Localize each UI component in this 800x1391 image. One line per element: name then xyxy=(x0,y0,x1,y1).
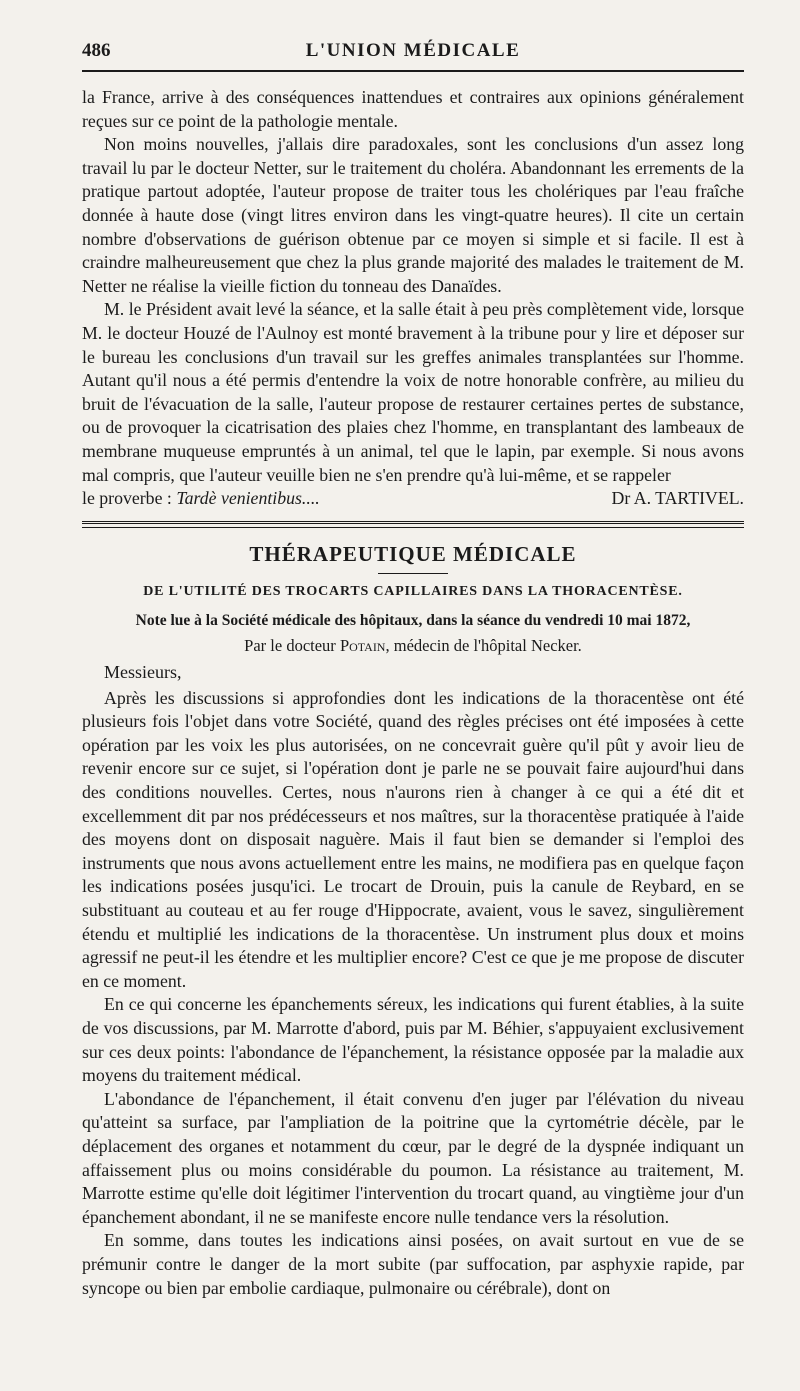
article-paragraph: En ce qui concerne les épanchements séreux, les indications qui furent établies, à la suite de vos discussions, par M. Marrotte d'abord, puis par M. Béhier, s'appuyaient exclusivement sur ces deux points: l'abondance de l'épanchement, la résistance opposée par la maladie aux moyens du traitement médical. xyxy=(82,994,744,1086)
article-paragraph: Après les discussions si approfondies dont les indications de la thoracentèse ont été plusieurs fois l'objet dans votre Société, quand des règles précises ont été imposées à cette opération par les voix les plus autorisées, on ne concevrait guère qu'il pût y avoir lieu de revenir encore sur ce sujet, si l'opération dont je parle ne se pouvait faire aujourd'hui dans des conditions nouvelles. Certes, nous n'aurons rien à changer à ce qui a été dit et excellemment dit par nos prédécesseurs et nos maîtres, sur la thoracentèse pratiquée à l'aide des moyens dont on disposait naguère. Mais il faut bien se demander si l'emploi des instruments que nous avons actuellement entre les mains, ne modifiera pas en quelque façon les indications posées jusqu'ici. Le trocart de Drouin, puis la canule de Reybard, en se substituant au couteau et au fer rouge d'Hippocrate, avaient, vous le savez, singulièrement étendu et multiplié les indications de la thoracentèse. Un instrument plus doux et moins agressif ne peut-il les étendre et les multiplier encore? C'est ce que je me propose de discuter en ce moment. xyxy=(82,687,744,991)
intro-paragraph: M. le Président avait levé la séance, et la salle était à peu près complètement vide, lorsque M. le docteur Houzé de l'Aulnoy est monté bravement à la tribune pour y lire et déposer sur le bureau les conclusions d'un travail sur les greffes animales transplantées sur l'homme. Autant qu'il nous a été permis d'entendre la voix de notre honorable confrère, au milieu du bruit de l'évacuation de la salle, l'auteur propose de restaurer certaines pertes de substance, ou de provoquer la cicatrisation des plaies chez l'homme, en transplantant des lambeaux de membrane muqueuse empruntés à un animal, tel que le lapin, par exemple. Si nous avons mal compris, que l'auteur veuille bien ne s'en prendre qu'à lui-même, et se rappeler xyxy=(82,299,744,485)
proverb xyxy=(82,487,320,511)
author-name: Potain xyxy=(339,635,386,655)
salutation: Messieurs, xyxy=(104,661,182,682)
page-number: 486 xyxy=(82,40,111,61)
intro-paragraph: la France, arrive à des conséquences inattendues et contraires aux opinions généralement reçues sur ce point de la pathologie mentale. xyxy=(82,87,744,131)
article-text xyxy=(82,687,744,1300)
article-paragraph: L'abondance de l'épanchement, il était convenu d'en juger par l'élévation du niveau qu'atteint sa surface, par l'ampliation de la poitrine que la cyrtométrie décèle, par le déplacement des organes et notamment du cœur, par le degré de la dyspnée indiquant un affaissement plus ou moins considérable du poumon. La résistance au traitement, M. Marrotte estime qu'elle doit légitimer l'intervention du trocart quand, au vingtième jour d'un épanchement abondant, il ne se manifeste encore nulle tendance vers la résolution. xyxy=(82,1088,744,1227)
intro-paragraph: Non moins nouvelles, j'allais dire paradoxales, sont les conclusions d'un assez long travail lu par le docteur Netter, sur le traitement du choléra. Abandonnant les errements de la pratique partout adoptée, l'auteur propose de traiter tous les cholériques par l'eau fraîche donnée à haute dose (vingt litres environ dans les vingt-quatre heures). Il cite un certain nombre d'observations de guérison obtenue par ce moyen si simple et si facile. Il est à craindre malheureusement que chez la plus grande majorité des malades le traitement de M. Netter ne réalise la vieille fiction du tonneau des Danaïdes. xyxy=(82,134,744,296)
author-suffix: , médecin de l'hôpital Necker. xyxy=(385,635,582,655)
article-paragraph: En somme, dans toutes les indications ainsi posées, on avait surtout en vue de se prémunir contre le danger de la mort subite (par suffocation, par asphyxie rapide, par syncope ou bien par embolie cardiaque, pulmonaire ou cérébrale), dont on xyxy=(82,1230,744,1298)
author-prefix: Par le docteur xyxy=(244,635,336,655)
article-author xyxy=(82,636,744,656)
section-title: THÉRAPEUTIQUE MÉDICALE xyxy=(249,541,577,566)
intro-text xyxy=(82,86,744,511)
signature-author: Dr A. TARTIVEL. xyxy=(611,488,744,509)
section-title-rule xyxy=(378,573,448,574)
running-head xyxy=(82,40,744,72)
section-divider xyxy=(82,521,744,528)
proverb-prefix: le proverbe : xyxy=(82,488,172,509)
article-note: Note lue à la Société médicale des hôpitaux, dans la séance du vendredi 10 mai 1872, xyxy=(135,611,691,629)
article-title: DE L'UTILITÉ DES TROCARTS CAPILLAIRES DANS LA THORACENTÈSE. xyxy=(143,583,683,599)
journal-title: L'UNION MÉDICALE xyxy=(305,40,521,61)
signature-line xyxy=(82,487,744,511)
proverb-text: Tardè venientibus.... xyxy=(176,488,320,509)
